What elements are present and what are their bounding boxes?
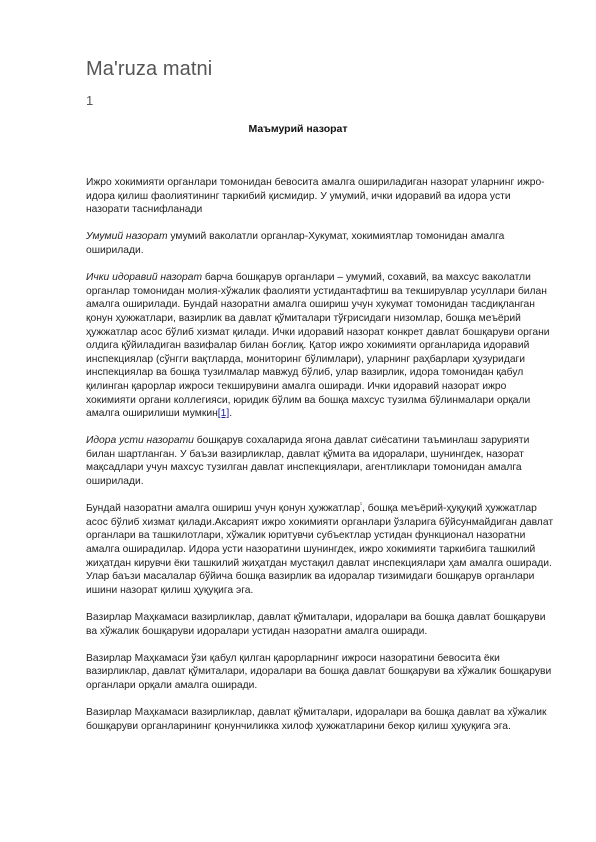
paragraph-8: [86, 706, 556, 733]
page-number: 1: [86, 93, 94, 108]
paragraph-3: [86, 271, 556, 421]
paragraph-2: [86, 230, 556, 257]
footnote-link[interactable]: [1]: [217, 408, 230, 420]
paragraph-text: Бундай назоратни амалга ошириш учун қонун ҳужжатлар: [86, 503, 361, 515]
paragraph-lead: Умумий назорат: [86, 231, 168, 243]
paragraph-text: бошқарув сохаларида ягона давлат сиёсатини таъминлаш зарурияти билан шартланган. У баъзи вазирликлар, давлат қўмита ва идоралари, шунингдек, назорат мақсадлари учун махсус тузилган давлат инспекциялари, агентликлари томонидан амалга оширилади.: [86, 435, 530, 488]
paragraph-lead: Ички идоравий назорат: [86, 272, 203, 284]
document-heading: Ma'ruza matni: [86, 58, 213, 80]
paragraph-text: Вазирлар Маҳкамаси ўзи қабул қилган қарорларнинг ижроси назоратини бевосита ёки вазирликлар, давлат қўмиталари, идоралари ва бошқа давлат бошқаруви ва хўжалик бошқаруви органлари орқали амалга оширади.: [86, 652, 552, 691]
paragraph-6: [86, 611, 556, 638]
paragraph-text: Вазирлар Маҳкамаси вазирликлар, давлат қўмиталари, идоралари ва бошқа давлат бошқаруви ва хўжалик бошқаруви идоралари устидан назоратни амалга оширади.: [86, 612, 546, 637]
paragraph-text: Вазирлар Маҳкамаси вазирликлар, давлат қўмиталари, идоралари ва бошқа давлат ва хўжалик бошқаруви органларининг қонунчиликка хилоф ҳужжатларини бекор қилиш ҳуқуқига эга.: [86, 707, 547, 732]
footnote-marker: ¹: [360, 502, 363, 509]
paragraph-4: [86, 434, 556, 488]
paragraph-1: [86, 176, 556, 217]
paragraph-5: [86, 502, 556, 597]
document-title: Маъмурий назорат: [248, 123, 348, 135]
paragraph-text: барча бошқарув органлари – умумий, сохавий, ва махсус ваколатли органлар томонидан молия-хўжалик фаолияти устидантафтиш ва текширувлар усуллари билан амалга оширилади. Бундай назоратни амалга ошириш учун хукумат томонидан тасдиқланган қонун ҳужжатлари, вазирлик ва давлат қўмиталари тўғрисидаги низомлар, бошқа меъёрий ҳужжатлар асос бўлиб хизмат қилади. Ички идоравий назорат конкрет давлат бошқаруви органи олдига қўйиладиган вазифалар билан боғлиқ. Қатор ижро хокимияти органларида идоравий инспекциялар (сўнгги вақтларда, мониторинг бўлимлари), уларнинг раҳбарлари ҳузуридаги инспекциялар ва бошқа тузилмалар мавжуд бўлиб, улар вазирлик, идора томонидан қабул қилинган қарорлар ижроси текширувини амалга оширади. Ички идоравий назорат ижро хокимияти органи коллегияси, юридик бўлим ва бошқа махсус тузилма бўлинмалари орқали амалга оширилиши мумкин: [86, 272, 550, 420]
document-body: [86, 176, 556, 747]
paragraph-lead: Идора усти назорати: [86, 435, 194, 447]
paragraph-7: [86, 652, 556, 693]
paragraph-text-end: , бошқа меъёрий-ҳуқуқий ҳужжатлар асос бўлиб хизмат қилади.Аксарият ижро хокимияти органлари ўзларига бўйсунмайдиган давлат органлари ва ташкилотлари, хўжалик юритувчи субъектлар устидан функционал назоратни амалга оширадилар. Идора усти назоратини шунингдек, ижро хокимияти таркибига ташкилий жиҳатдан кирувчи ёки ташкилий жиҳатдан мустақил давлат инспекциялари ҳам амалга оширади. Улар баъзи масалалар бўйича бошқа вазирлик ва идоралар тизимидаги бошқарув органлари ишини назорат қилиш ҳуқуқига эга.: [86, 503, 554, 596]
paragraph-text: умумий ваколатли органлар-Хукумат, хокимиятлар томонидан амалга оширилади.: [86, 231, 505, 256]
paragraph-text: Ижро хокимияти органлари томонидан бевосита амалга ошириладиган назорат уларнинг ижро-идора қилиш фаолиятининг таркибий қисмидир. У умумий, ички идоравий ва идора усти назорати таснифланади: [86, 177, 545, 216]
paragraph-text-end: .: [229, 408, 233, 420]
